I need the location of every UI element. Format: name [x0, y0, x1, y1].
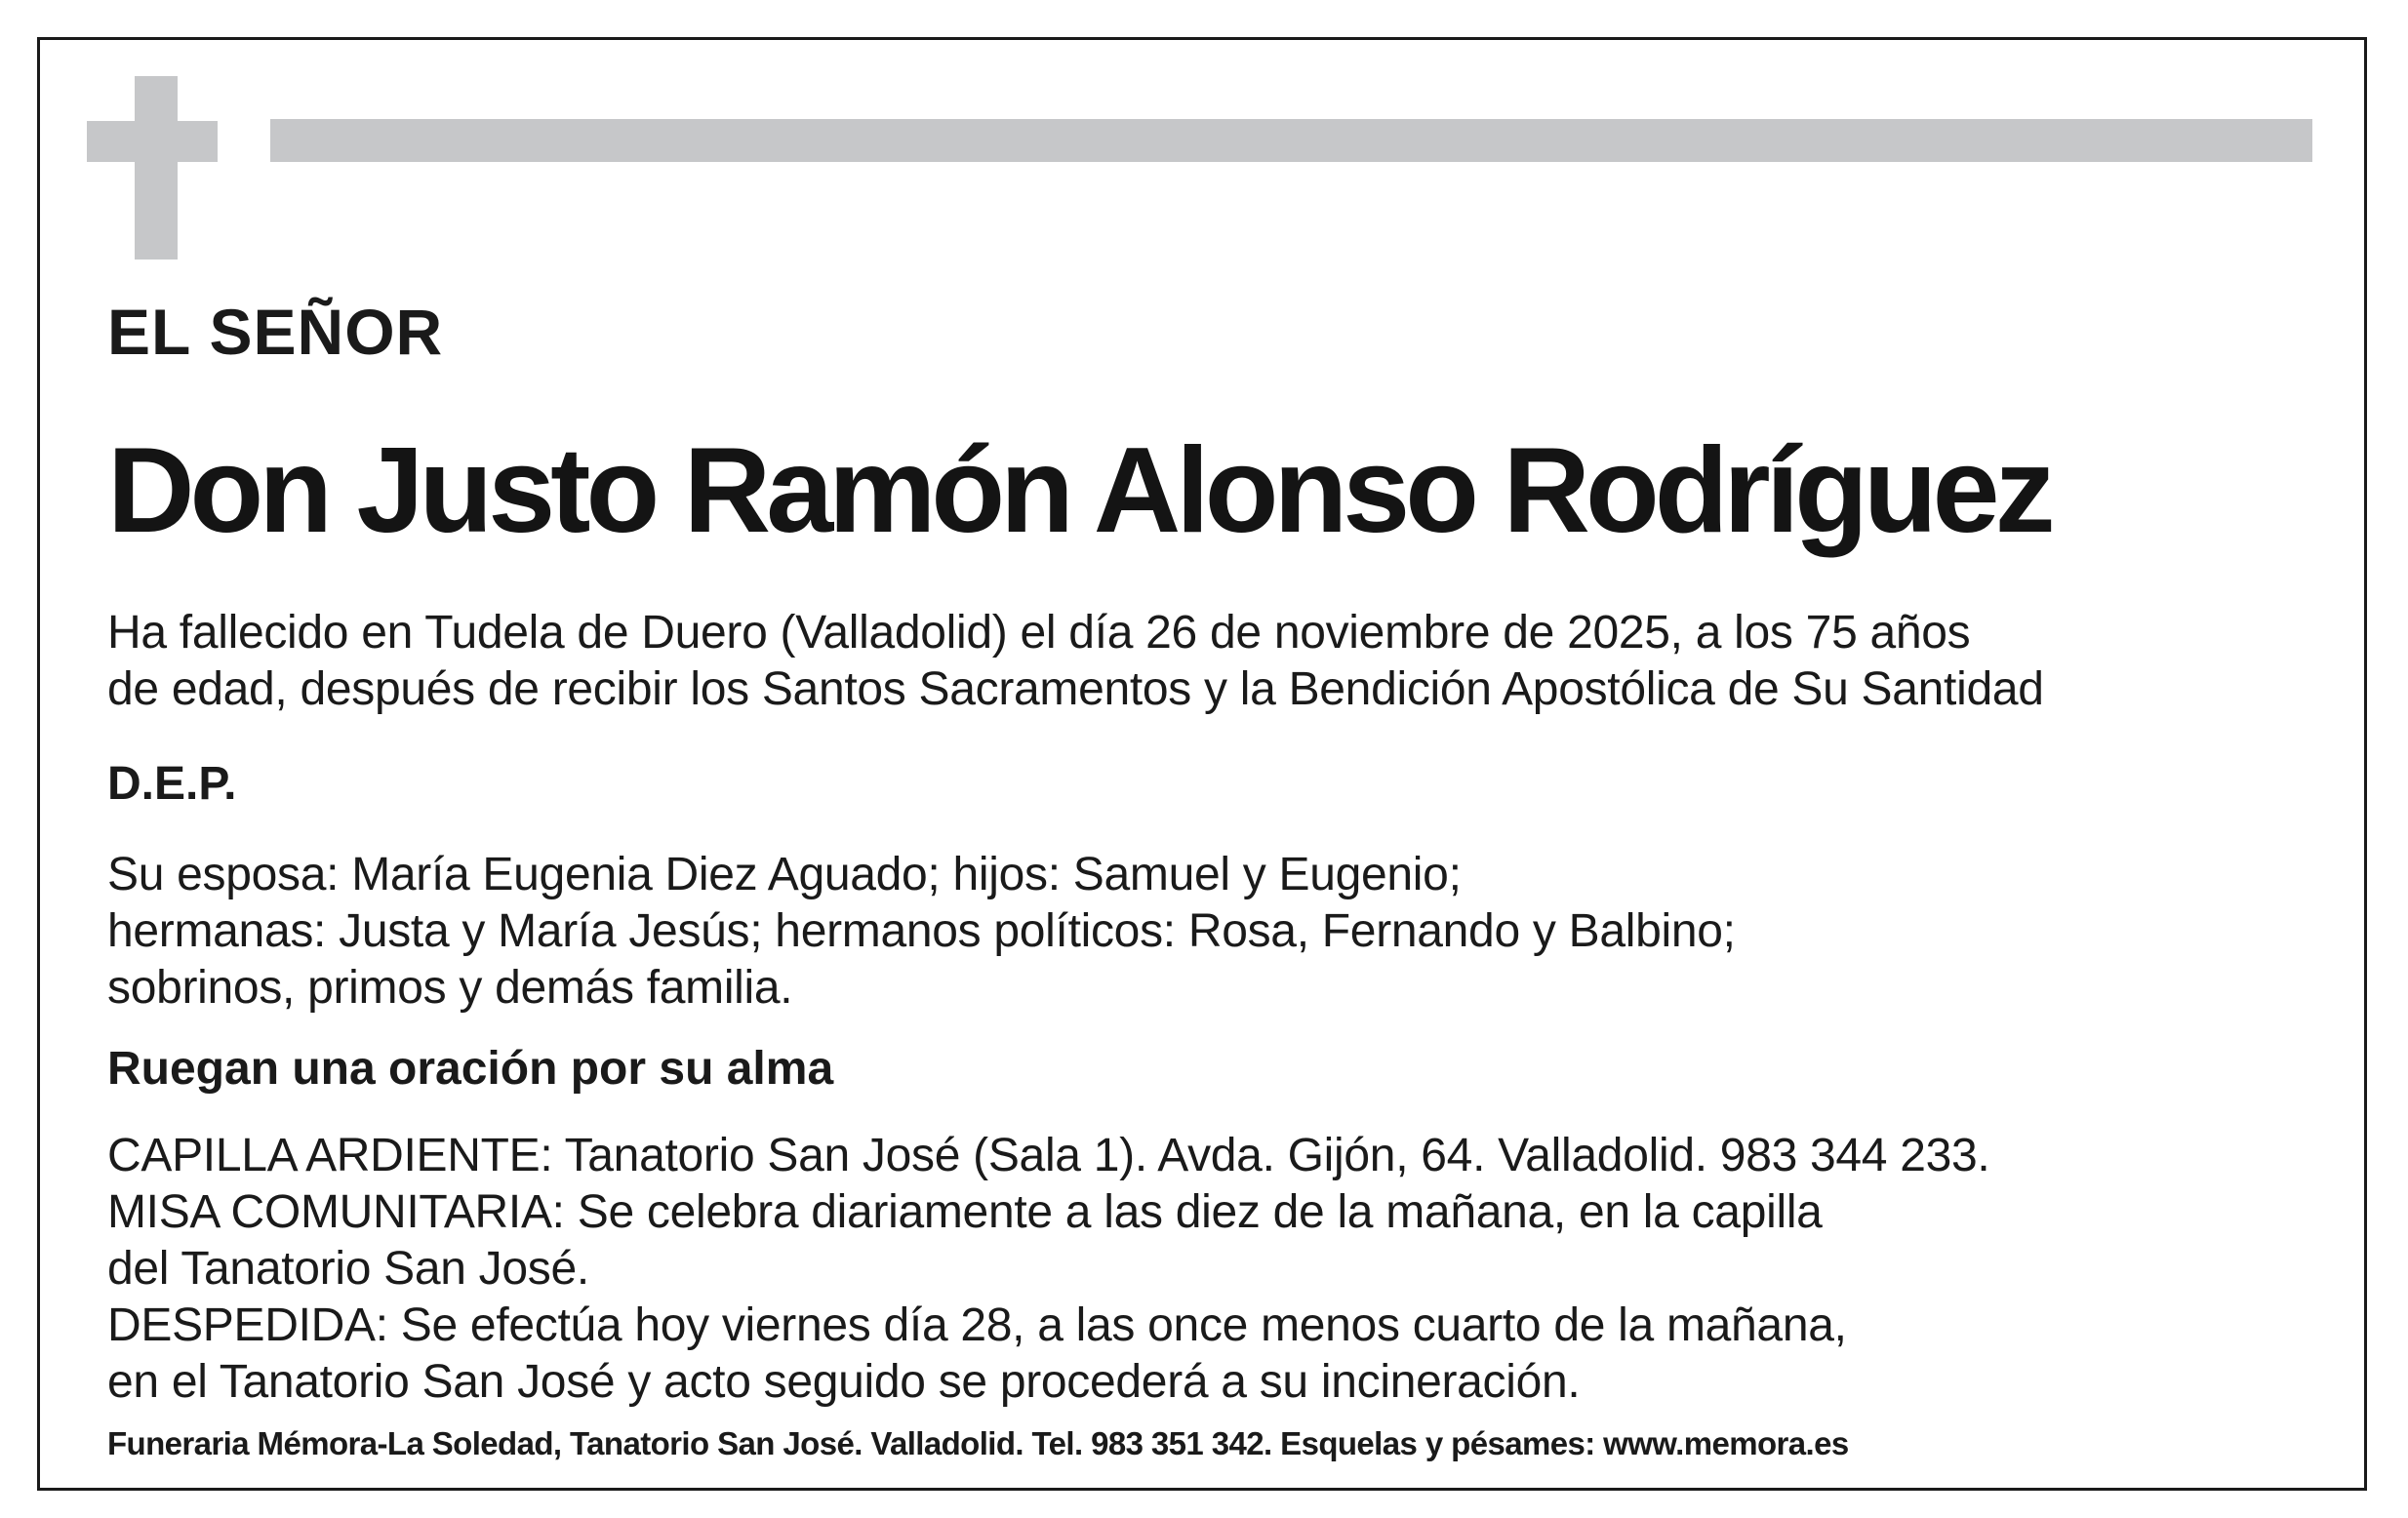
header-rule	[270, 119, 2312, 162]
service-line: del Tanatorio San José.	[107, 1243, 589, 1295]
rip-label: D.E.P.	[107, 758, 237, 810]
family-line: Su esposa: María Eugenia Diez Aguado; hijos: Samuel y Eugenio;	[107, 849, 1462, 900]
funeral-home-footer: Funeraria Mémora-La Soledad, Tanatorio San José. Valladolid. Tel. 983 351 342. Esquelas y pésames: www.memora.es	[107, 1425, 1849, 1461]
death-announcement	[107, 605, 2044, 718]
death-line: Ha fallecido en Tudela de Duero (Valladolid) el día 26 de noviembre de 2025, a los 75 años	[107, 607, 1971, 659]
cross-icon-vertical-bar	[135, 76, 178, 260]
family-line: hermanas: Justa y María Jesús; hermanos políticos: Rosa, Fernando y Balbino;	[107, 905, 1736, 957]
service-line: en el Tanatorio San José y acto seguido se procederá a su incineración.	[107, 1356, 1581, 1408]
deceased-name: Don Justo Ramón Alonso Rodríguez	[107, 423, 2051, 558]
service-line: MISA COMUNITARIA: Se celebra diariamente a las diez de la mañana, en la capilla	[107, 1186, 1823, 1238]
service-details	[107, 1128, 1989, 1411]
honorific-title: EL SEÑOR	[107, 296, 444, 368]
service-line: DESPEDIDA: Se efectúa hoy viernes día 28, a las once menos cuarto de la mañana,	[107, 1299, 1847, 1351]
family-list	[107, 847, 1736, 1017]
cross-icon-horizontal-bar	[87, 121, 218, 162]
prayer-request: Ruegan una oración por su alma	[107, 1043, 834, 1095]
death-line: de edad, después de recibir los Santos Sacramentos y la Bendición Apostólica de Su Santidad	[107, 663, 2044, 715]
family-line: sobrinos, primos y demás familia.	[107, 962, 793, 1014]
service-line: CAPILLA ARDIENTE: Tanatorio San José (Sala 1). Avda. Gijón, 64. Valladolid. 983 344 233.	[107, 1130, 1990, 1181]
